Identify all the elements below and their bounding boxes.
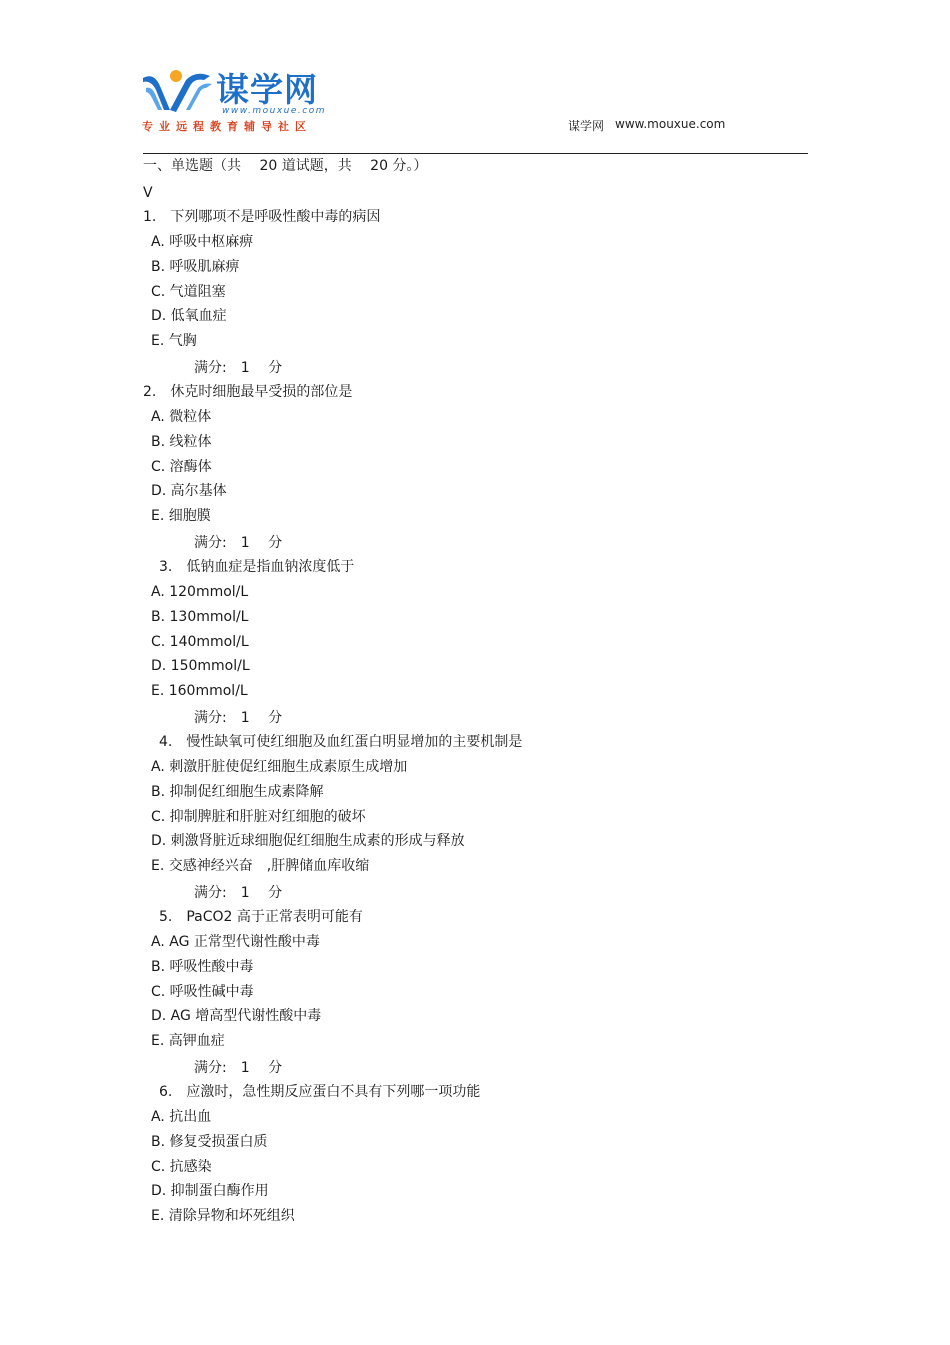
- logo-emblem-icon: [140, 66, 220, 118]
- question-stem: 3. 低钠血症是指血钠浓度低于: [159, 559, 355, 575]
- answer-option[interactable]: C. 气道阻塞: [151, 283, 226, 300]
- question-stem: 6. 应激时，急性期反应蛋白不具有下列哪一项功能: [159, 1084, 481, 1100]
- answer-option[interactable]: B. 呼吸肌麻痹: [151, 258, 240, 275]
- answer-option[interactable]: A. 抗出血: [151, 1109, 212, 1125]
- answer-option[interactable]: E. 气胸: [151, 333, 197, 350]
- logo-wordmark: 谋学网: [216, 70, 318, 109]
- answer-option[interactable]: D. 抑制蛋白酶作用: [151, 1183, 269, 1200]
- question-stem: 1. 下列哪项不是呼吸性酸中毒的病因: [143, 209, 381, 225]
- answer-option[interactable]: B. 呼吸性酸中毒: [151, 958, 254, 975]
- answer-option[interactable]: D. 高尔基体: [151, 483, 227, 500]
- answer-option[interactable]: D. 低氧血症: [151, 308, 227, 325]
- answer-option[interactable]: B. 修复受损蛋白质: [151, 1133, 268, 1150]
- answer-option[interactable]: A. 120mmol/L: [151, 584, 249, 600]
- v-mark: V: [143, 185, 153, 201]
- question-score: 满分: 1 分: [194, 710, 283, 726]
- section-title: 一、单选题（共 20 道试题，共 20 分。）: [143, 158, 428, 174]
- answer-option[interactable]: D. 刺激肾脏近球细胞促红细胞生成素的形成与释放: [151, 833, 465, 850]
- question-stem: 5. PaCO2 高于正常表明可能有: [159, 909, 363, 925]
- answer-option[interactable]: E. 高钾血症: [151, 1033, 225, 1050]
- logo-slogan: 专业远程教育辅导社区: [142, 120, 312, 133]
- answer-option[interactable]: A. 刺激肝脏使促红细胞生成素原生成增加: [151, 759, 408, 775]
- answer-option[interactable]: E. 清除异物和坏死组织: [151, 1208, 295, 1225]
- header-site-url[interactable]: www.mouxue.com: [615, 117, 726, 131]
- question-score: 满分: 1 分: [194, 360, 283, 376]
- answer-option[interactable]: A. 微粒体: [151, 409, 212, 425]
- answer-option[interactable]: D. AG 增高型代谢性酸中毒: [151, 1008, 322, 1025]
- answer-option[interactable]: A. AG 正常型代谢性酸中毒: [151, 934, 320, 950]
- logo-url: www.mouxue.com: [222, 106, 326, 116]
- question-stem: 2. 休克时细胞最早受损的部位是: [143, 384, 353, 400]
- answer-option[interactable]: A. 呼吸中枢麻痹: [151, 234, 254, 250]
- question-stem: 4. 慢性缺氧可使红细胞及血红蛋白明显增加的主要机制是: [159, 734, 523, 750]
- answer-option[interactable]: B. 130mmol/L: [151, 608, 249, 625]
- question-score: 满分: 1 分: [194, 885, 283, 901]
- question-score: 满分: 1 分: [194, 535, 283, 551]
- answer-option[interactable]: E. 160mmol/L: [151, 683, 248, 700]
- answer-option[interactable]: C. 抗感染: [151, 1158, 212, 1175]
- question-score: 满分: 1 分: [194, 1060, 283, 1076]
- answer-option[interactable]: C. 抑制脾脏和肝脏对红细胞的破坏: [151, 808, 366, 825]
- answer-option[interactable]: E. 细胞膜: [151, 508, 211, 525]
- answer-option[interactable]: B. 线粒体: [151, 433, 212, 450]
- answer-option[interactable]: C. 呼吸性碱中毒: [151, 983, 254, 1000]
- header-divider: [143, 153, 808, 154]
- answer-option[interactable]: C. 140mmol/L: [151, 633, 249, 650]
- answer-option[interactable]: E. 交感神经兴奋 ,肝脾储血库收缩: [151, 858, 370, 875]
- answer-option[interactable]: B. 抑制促红细胞生成素降解: [151, 783, 324, 800]
- header-site-name: 谋学网: [568, 119, 605, 133]
- answer-option[interactable]: D. 150mmol/L: [151, 658, 250, 675]
- mouxue-logo: [140, 66, 330, 134]
- answer-option[interactable]: C. 溶酶体: [151, 458, 212, 475]
